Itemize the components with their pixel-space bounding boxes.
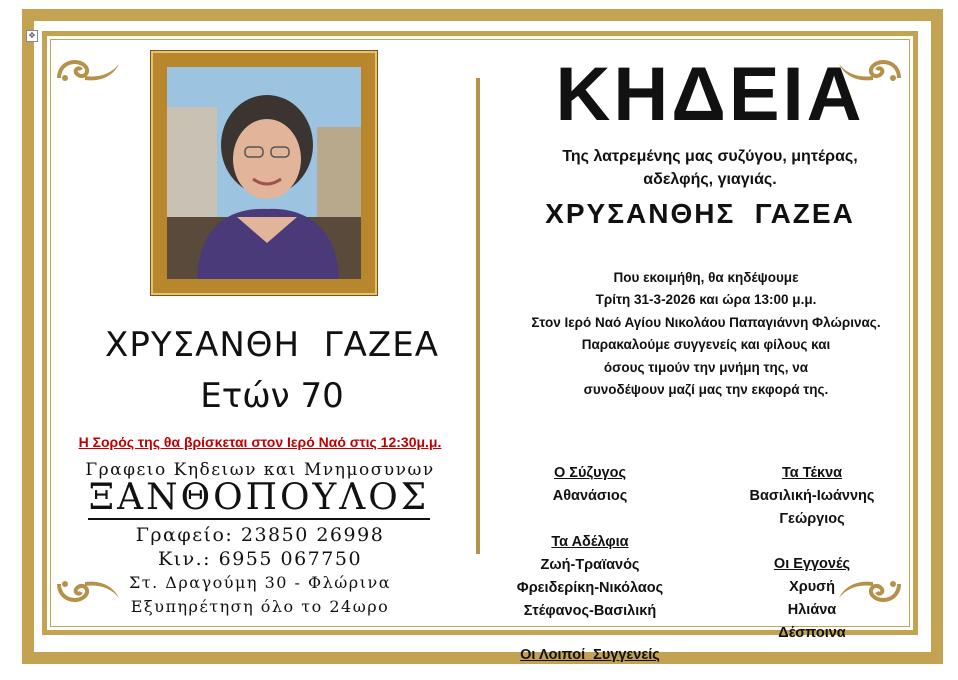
deceased-age: Ετών 70	[200, 376, 344, 416]
family-spouse	[500, 462, 680, 508]
family-member: Ζωή-Τραϊανός	[540, 557, 640, 573]
viewing-notice: Η Σορός της θα βρίσκεται στον Ιερό Ναό στις 12:30μ.μ.	[78, 434, 442, 450]
deceased-name-right: ΧΡΥΣΑΝΘΗΣ ΓΑΖΕΑ	[545, 198, 855, 229]
family-siblings	[490, 531, 690, 623]
intro-line: αδελφής, γιαγιάς.	[643, 171, 777, 188]
funeral-office-name: ΞΑΝΘΟΠΟΥΛΟΣ	[88, 477, 430, 518]
details-line: Στον Ιερό Ναό Αγίου Νικολάου Παπαγιάννη Φλώρινας.	[531, 314, 881, 330]
deceased-name-left: ΧΡΥΣΑΝΘΗ ΓΑΖΕΑ	[105, 325, 439, 365]
intro-line: Της λατρεμένης μας συζύγου, μητέρας,	[562, 148, 858, 165]
vertical-divider	[476, 78, 480, 554]
family-group-title: Τα Αδέλφια	[551, 534, 629, 550]
family-member: Στέφανος-Βασιλική	[523, 603, 657, 619]
details-line: Που εκοιμήθη, θα κηδέψουμε	[613, 270, 799, 285]
details-line: συνοδέψουν μαζί μας την εκφορά της.	[583, 382, 829, 398]
funeral-office-title: Γραφειο Κηδειων και Μνημοσυνων	[85, 460, 435, 480]
family-member: Ηλιάνα	[787, 602, 837, 618]
family-group-title: Οι Λοιποί Συγγενείς	[520, 647, 660, 663]
details-line: Τρίτη 31-3-2026 και ώρα 13:00 μ.μ.	[595, 292, 817, 308]
family-member: Αθανάσιος	[552, 488, 628, 504]
family-member: Δέσποινα	[778, 625, 846, 641]
family-member: Βασιλική-Ιωάννης	[749, 488, 875, 504]
family-children	[712, 462, 912, 531]
portrait-frame	[153, 53, 375, 293]
corner-ornament-icon	[55, 52, 123, 86]
family-member: Χρυσή	[789, 579, 835, 595]
family-member: Φρειδερίκη-Νικόλαος	[516, 580, 664, 596]
office-mobile: Κιν.: 6955 067750	[157, 548, 363, 570]
family-group-title: Οι Εγγονές	[773, 556, 851, 572]
family-member: Γεώργιος	[779, 511, 845, 527]
office-phone: Γραφείο: 23850 26998	[135, 524, 385, 546]
office-service-hours: Εξυπηρέτηση όλο το 24ωρο	[130, 597, 390, 616]
funeral-heading: ΚΗΔΕΙΑ	[555, 52, 865, 137]
move-handle-icon[interactable]: ✥	[26, 30, 38, 42]
intro-text	[510, 145, 910, 191]
family-group-title: Τα Τέκνα	[781, 465, 843, 481]
family-grandchildren	[712, 553, 912, 645]
family-group-title: Ο Σύζυγος	[553, 465, 627, 481]
portrait-photo	[167, 67, 361, 279]
funeral-details	[492, 267, 920, 401]
office-address: Στ. Δραγούμη 30 - Φλώρινα	[128, 573, 392, 592]
details-line: Παρακαλούμε συγγενείς και φίλους και	[581, 337, 831, 353]
family-relatives	[480, 644, 700, 667]
details-line: όσους τιμούν την μνήμη της, να	[603, 359, 809, 375]
